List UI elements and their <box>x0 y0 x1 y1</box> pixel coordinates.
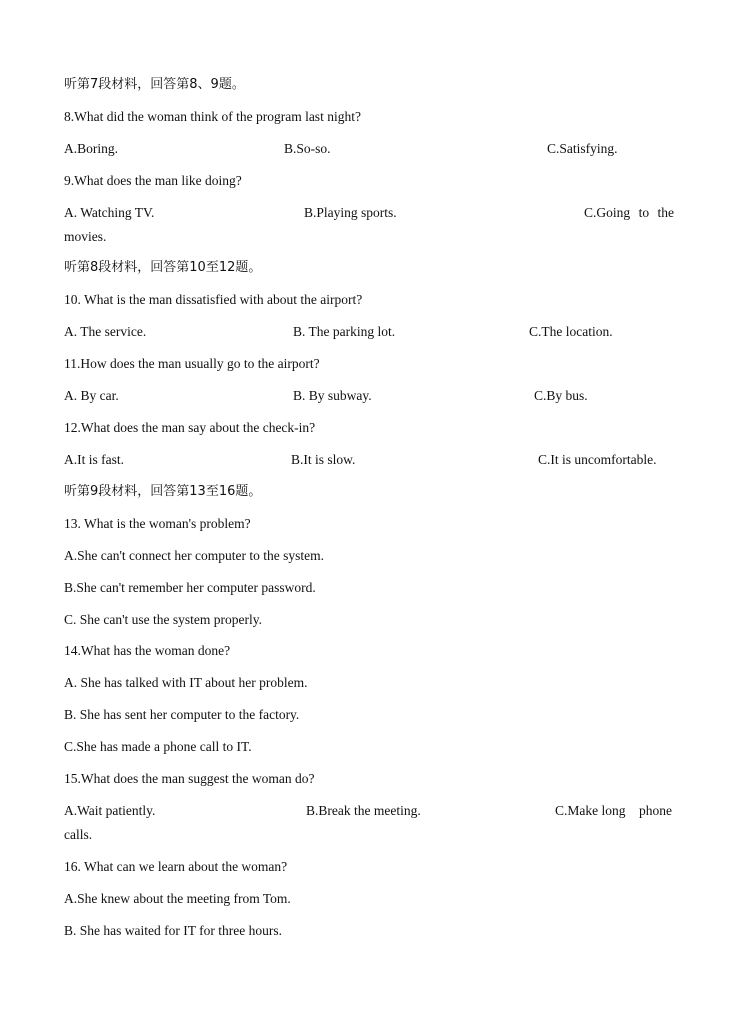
option-a: A. By car. <box>64 388 119 403</box>
option-c: C.The location. <box>529 324 613 339</box>
option-b: B.It is slow. <box>291 452 356 467</box>
option-b: B.Break the meeting. <box>306 803 421 818</box>
option-a: A. The service. <box>64 324 147 339</box>
question-9-options <box>64 204 674 222</box>
question-15-option-c-continued: calls. <box>64 827 93 842</box>
question-10-stem: 10. What is the man dissatisfied with about the airport? <box>64 292 363 307</box>
question-16-option-b: B. She has waited for IT for three hours. <box>64 923 282 938</box>
option-c: C.Satisfying. <box>547 141 618 156</box>
question-11-options <box>64 387 674 405</box>
question-14-option-b: B. She has sent her computer to the factory. <box>64 707 300 722</box>
option-c: C.Make long phone <box>555 803 672 818</box>
option-b: B. The parking lot. <box>293 324 396 339</box>
question-8-stem: 8.What did the woman think of the program last night? <box>64 109 361 124</box>
option-a: A.Boring. <box>64 141 118 156</box>
question-10-options <box>64 323 674 341</box>
question-15-stem: 15.What does the man suggest the woman do? <box>64 771 315 786</box>
option-c: C.It is uncomfortable. <box>538 452 657 467</box>
question-12-stem: 12.What does the man say about the check-in? <box>64 420 316 435</box>
option-a: A. Watching TV. <box>64 205 155 220</box>
question-11-stem: 11.How does the man usually go to the airport? <box>64 356 320 371</box>
section-heading-7: 听第7段材料，回答第8、9题。 <box>64 77 245 92</box>
question-13-option-c: C. She can't use the system properly. <box>64 612 263 627</box>
option-b: B.Playing sports. <box>304 205 397 220</box>
question-16-stem: 16. What can we learn about the woman? <box>64 859 288 874</box>
option-a: A.It is fast. <box>64 452 124 467</box>
option-b: B.So-so. <box>284 141 331 156</box>
question-9-option-c-continued: movies. <box>64 229 107 244</box>
question-14-stem: 14.What has the woman done? <box>64 643 231 658</box>
section-heading-8: 听第8段材料，回答第10至12题。 <box>64 260 262 275</box>
option-a: A.Wait patiently. <box>64 803 156 818</box>
question-14-option-c: C.She has made a phone call to IT. <box>64 739 252 754</box>
question-13-option-a: A.She can't connect her computer to the system. <box>64 548 324 563</box>
question-12-options <box>64 451 674 469</box>
question-16-option-a: A.She knew about the meeting from Tom. <box>64 891 291 906</box>
question-13-option-b: B.She can't remember her computer password. <box>64 580 316 595</box>
option-c: C.By bus. <box>534 388 588 403</box>
question-9-stem: 9.What does the man like doing? <box>64 173 242 188</box>
question-13-stem: 13. What is the woman's problem? <box>64 516 251 531</box>
question-8-options <box>64 140 674 158</box>
question-15-options <box>64 802 674 820</box>
section-heading-9: 听第9段材料，回答第13至16题。 <box>64 484 262 499</box>
option-c: C.Going to the <box>584 205 674 220</box>
option-b: B. By subway. <box>293 388 372 403</box>
question-14-option-a: A. She has talked with IT about her problem. <box>64 675 308 690</box>
